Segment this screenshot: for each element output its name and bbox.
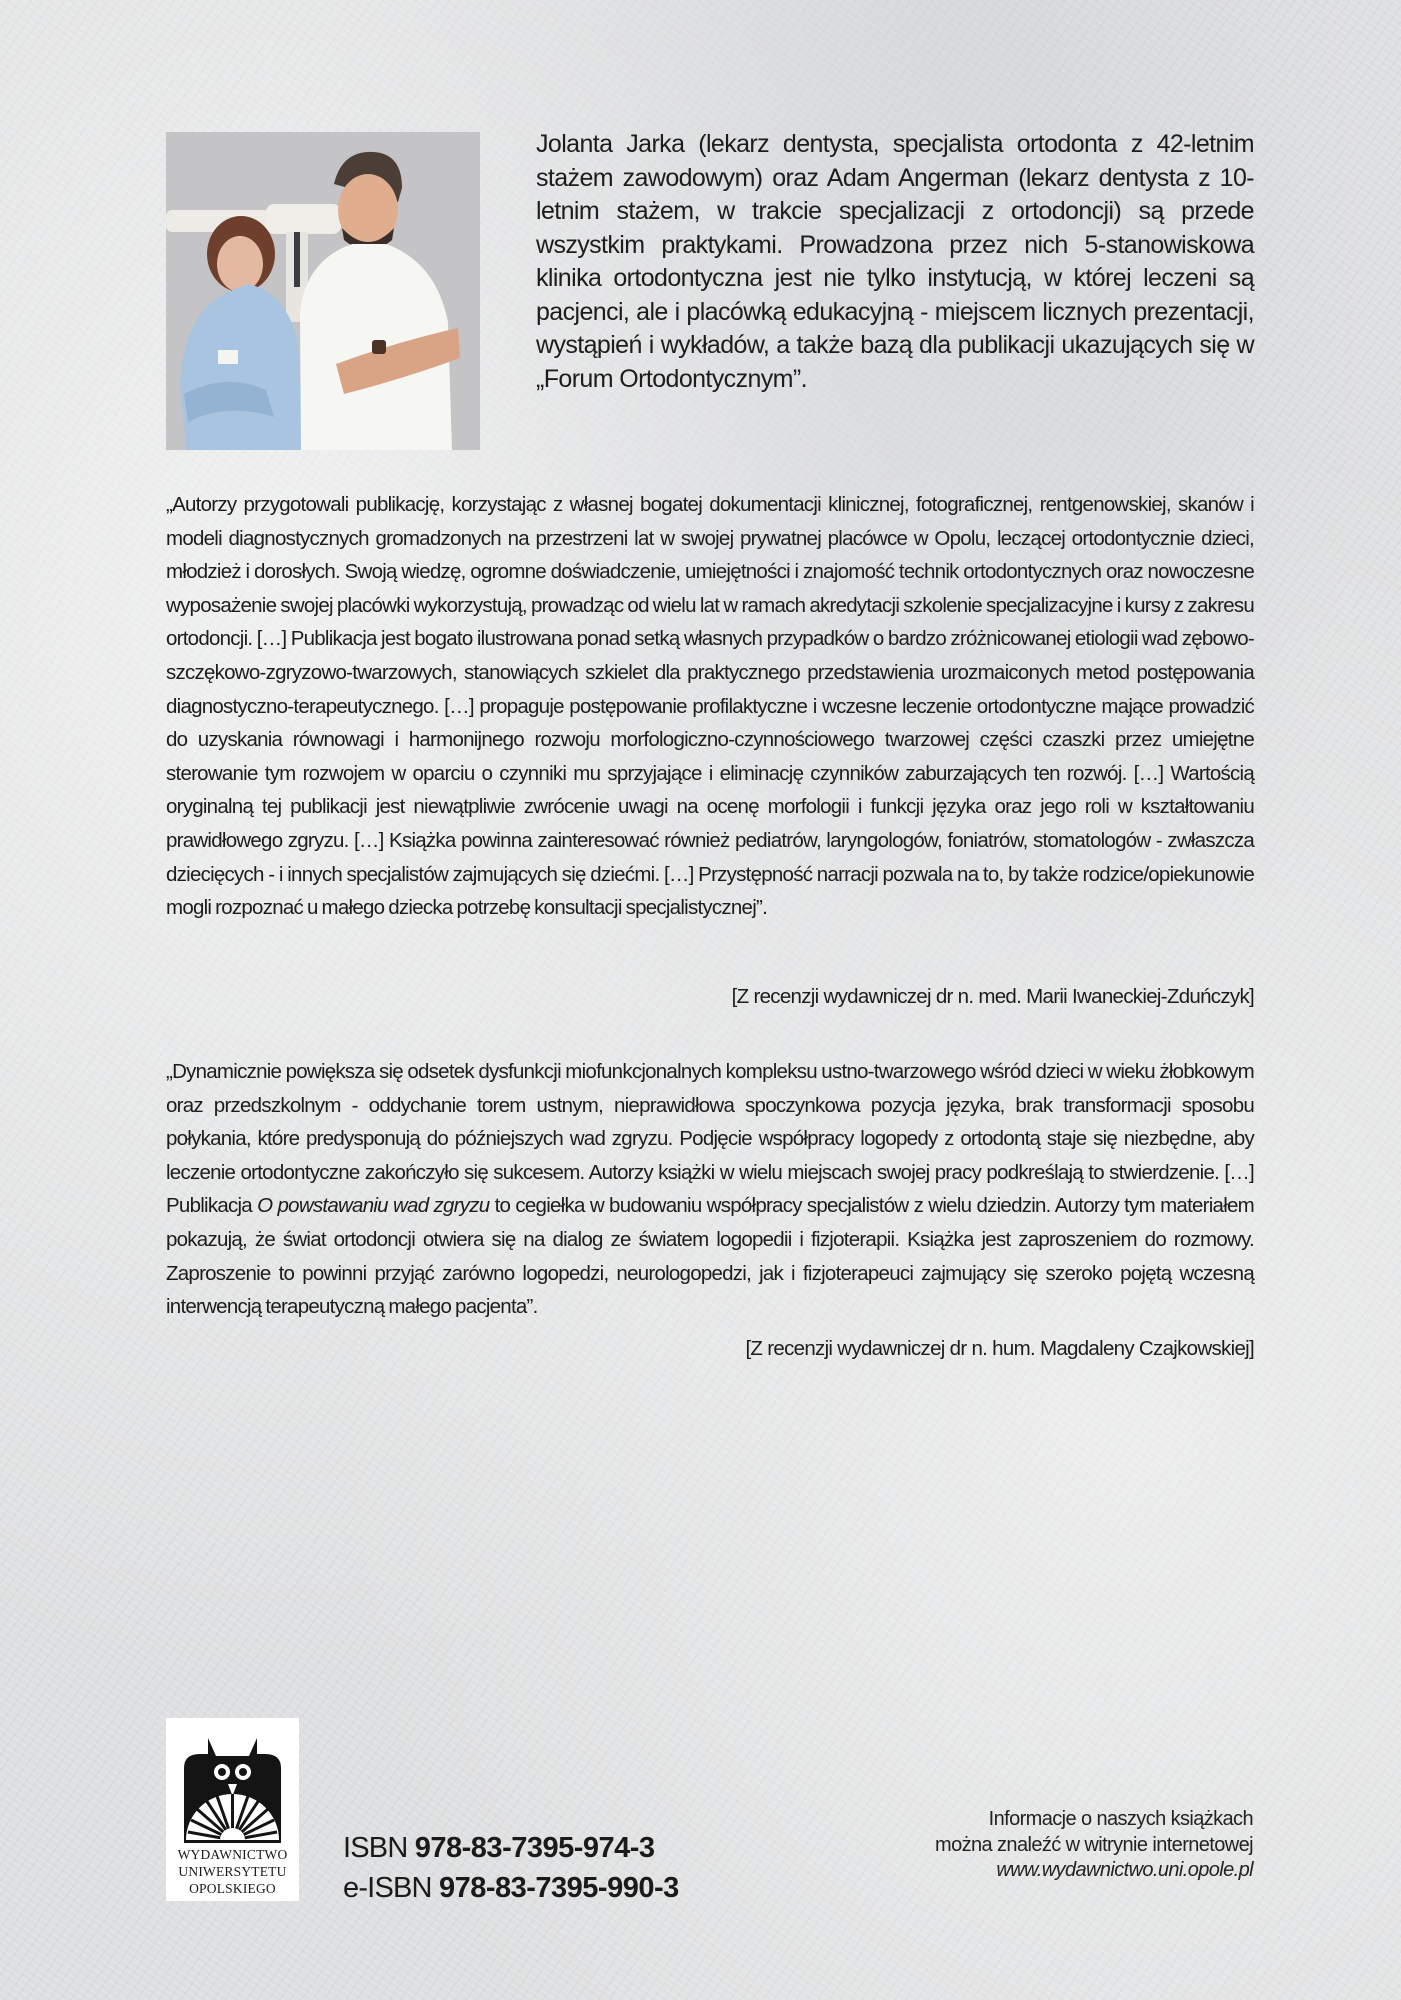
publisher-name-line: UNIWERSYTETU: [178, 1864, 287, 1879]
publisher-name-line: WYDAWNICTWO: [177, 1847, 288, 1862]
review-1-source: [Z recenzji wydawniczej dr n. med. Marii Iwaneckiej-Zduńczyk]: [731, 985, 1254, 1008]
info-line-2: można znaleźć w witrynie internetowej: [935, 1833, 1253, 1856]
owl-with-fan-icon: [178, 1728, 287, 1846]
authors-photo: [166, 132, 480, 450]
review-2-text: [166, 1055, 1254, 1324]
review-1: [166, 488, 1254, 925]
isbn-value: 978-83-7395-974-3: [414, 1832, 655, 1864]
isbn-electronic: [343, 1868, 679, 1908]
review-2-source: [Z recenzji wydawniczej dr n. hum. Magdaleny Czajkowskiej]: [745, 1337, 1254, 1360]
authors-photo-illustration: [166, 132, 480, 450]
review-1-text: „Autorzy przygotowali publikację, korzystając z własnej bogatej dokumentacji klinicznej, fotograficznej, rentgenowskiej, skanów i modeli diagnostycznych gromadzonych na przestrzeni lat w swojej prywatnej placówce w Opolu, leczącej ortodontycznie dzieci, młodzież i dorosłych. Swoją wiedzę, ogromne doświadczenie, umiejętności i znajomość technik ortodontycznych oraz nowoczesne wyposażenie swojej placówki wykorzystują, prowadząc od wielu lat w ramach akredytacji szkolenie specjalizacyjne i kursy z zakresu ortodoncji. […] Publikacja jest bogato ilustrowana ponad setką własnych przypadków o bardzo zróżnicowanej etiologii wad zębowo-szczękowo-zgryzowo-twarzowych, stanowiących szkielet dla praktycznego przedstawienia urozmaiconych metod postępowania diagnostyczno-terapeutycznego. […] propaguje postępowanie profilaktyczne i wczesne leczenie ortodontyczne mające prowadzić do uzyskania równowagi i harmonijnego rozwoju morfologiczno-czynnościowego twarzowej części czaszki przez umiejętne sterowanie tym rozwojem w oparciu o czynniki mu sprzyjające i eliminację czynników zaburzających ten rozwój. […] Wartością oryginalną tej publikacji jest niewątpliwie zwrócenie uwagi na ocenę morfologii i funkcji języka oraz jego roli w kształtowaniu prawidłowego zgryzu. […] Książka powinna zainteresować również pediatrów, laryngologów, foniatrów, stomatologów - zwłaszcza dziecięcych - i innych specjalistów zajmujących się dziećmi. […] Przystępność narracji pozwala na to, by także rodzice/opiekunowie mogli rozpoznać u małego dziecka potrzebę konsultacji specjalistycznej”.: [166, 493, 1254, 920]
review-2: [166, 1055, 1254, 1324]
eisbn-label: e-ISBN: [343, 1872, 432, 1904]
eisbn-value: 978-83-7395-990-3: [438, 1872, 679, 1904]
authors-bio: [536, 128, 1254, 396]
publisher-name-line: OPOLSKIEGO: [189, 1881, 276, 1896]
isbn-block: [343, 1828, 679, 1908]
book-title: O powstawaniu wad zgryzu: [257, 1194, 490, 1218]
publisher-logo: [166, 1718, 299, 1901]
publisher-website-link[interactable]: www.wydawnictwo.uni.opole.pl: [996, 1859, 1253, 1881]
review-2-text-part2: to cegiełka w budowaniu współpracy specjalistów z wielu dziedzin. Autorzy tym materiałem pokazują, że świat ortodoncji otwiera się na dialog ze światem logopedii i fizjoterapii. Książka jest zaproszeniem do rozmowy. Zaproszenie to powinni przyjąć zarówno logopedzi, neurologopedzi, jak i fizjoterapeuci zajmujący się szeroko pojętą wczesną interwencją terapeutyczną małego pacjenta”.: [166, 1194, 1254, 1319]
authors-bio-text: Jolanta Jarka (lekarz dentysta, specjalista ortodonta z 42-letnim stażem zawodowym) oraz Adam Angerman (lekarz dentysta z 10-letnim stażem, w trakcie specjalizacji z ortodoncji) są przede wszystkim praktykami. Prowadzona przez nich 5-stanowiskowa klinika ortodontyczna jest nie tylko instytucją, w której leczeni są pacjenci, ale i placówką edukacyjną - miejscem licznych prezentacji, wystąpień i wykładów, a także bazą dla publikacji ukazujących się w „Forum Ortodontycznym”.: [536, 130, 1254, 393]
publisher-info: [935, 1807, 1253, 1884]
review-2-text-part1: „Dynamicznie powiększa się odsetek dysfunkcji miofunkcjonalnych kompleksu ustno-twarzowego wśród dzieci w wieku żłobkowym oraz przedszkolnym - oddychanie torem ustnym, nieprawidłowa spoczynkowa pozycja języka, brak transformacji sposobu połykania, które predysponują do późniejszych wad zgryzu. Podjęcie współpracy logopedy z ortodontą staje się niezbędne, aby leczenie ortodontyczne zakończyło się sukcesem. Autorzy książki w wielu miejscach swojej pracy podkreślają to stwierdzenie. […] Publikacja: [166, 1060, 1254, 1218]
isbn-print: [343, 1828, 679, 1868]
publisher-name: [166, 1846, 299, 1897]
info-line-1: Informacje o naszych książkach: [988, 1808, 1253, 1830]
isbn-label: ISBN: [343, 1832, 408, 1864]
